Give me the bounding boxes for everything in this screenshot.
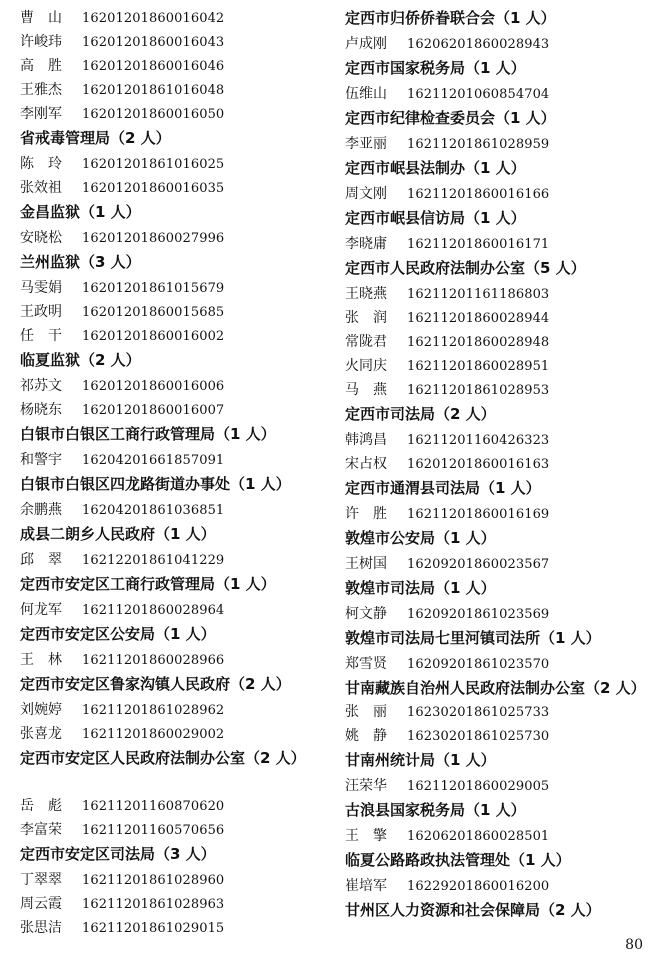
person-row (20, 818, 332, 842)
person-name: 陈 玲 (20, 156, 62, 172)
person-name: 祁苏文 (20, 378, 62, 394)
person-id: 16211201860028944 (407, 311, 550, 326)
person-id: 16201201860016043 (82, 35, 225, 50)
person-row (20, 102, 332, 126)
person-name: 郑雪贤 (345, 656, 387, 672)
person-id: 16211201860016169 (407, 507, 550, 522)
person-name: 安晓松 (20, 230, 62, 246)
person-row (20, 548, 332, 572)
person-id: 16201201860016042 (82, 11, 225, 26)
person-id: 16211201860029005 (407, 779, 550, 794)
person-row (20, 176, 332, 200)
person-row (20, 374, 332, 398)
person-row (345, 652, 645, 676)
person-id: 16201201861015679 (82, 281, 225, 296)
person-name: 汪荣华 (345, 778, 387, 794)
person-name: 张 丽 (345, 704, 387, 720)
person-row (345, 874, 645, 898)
section-heading: 定西市岷县法制办（1 人） (345, 159, 526, 177)
person-id: 16229201860016200 (407, 879, 550, 894)
section-heading: 敦煌市司法局七里河镇司法所（1 人） (345, 629, 601, 647)
person-name: 杨晓东 (20, 402, 62, 418)
person-name: 王树国 (345, 556, 387, 572)
person-name: 岳 彪 (20, 798, 62, 814)
person-row (345, 32, 645, 56)
person-id: 16211201160570656 (82, 823, 225, 838)
person-id: 16211201860029002 (82, 727, 225, 742)
person-row (345, 232, 645, 256)
person-row (345, 724, 645, 748)
person-name: 王政明 (20, 304, 62, 320)
person-name: 许峻玮 (20, 34, 62, 50)
person-id: 16211201860016166 (407, 187, 550, 202)
person-row (20, 722, 332, 746)
person-id: 16211201861029015 (82, 921, 225, 936)
person-row (20, 300, 332, 324)
person-name: 周文刚 (345, 186, 387, 202)
person-row (345, 552, 645, 576)
person-name: 邱 翠 (20, 552, 62, 568)
person-id: 16201201860015685 (82, 305, 225, 320)
person-id: 16206201860028501 (407, 829, 550, 844)
person-name: 王雅杰 (20, 82, 62, 98)
person-id: 16211201860028966 (82, 653, 225, 668)
section-heading: 定西市通渭县司法局（1 人） (345, 479, 541, 497)
person-row (345, 452, 645, 476)
person-name: 卢成刚 (345, 36, 387, 52)
person-row (345, 182, 645, 206)
person-id: 16201201860016046 (82, 59, 225, 74)
person-name: 刘婉婷 (20, 702, 62, 718)
person-id: 16201201860027996 (82, 231, 225, 246)
person-name: 姚 静 (345, 728, 387, 744)
person-id: 16201201861016025 (82, 157, 225, 172)
section-heading: 定西市归侨侨眷联合会（1 人） (345, 9, 556, 27)
person-row (345, 428, 645, 452)
section-heading: 定西市安定区公安局（1 人） (20, 625, 216, 643)
person-row (345, 502, 645, 526)
person-id: 16201201860016006 (82, 379, 225, 394)
person-name: 火同庆 (345, 358, 387, 374)
section-heading: 敦煌市司法局（1 人） (345, 579, 496, 597)
person-row (20, 324, 332, 348)
person-name: 柯文静 (345, 606, 387, 622)
person-row (20, 698, 332, 722)
person-id: 16211201861028959 (407, 137, 550, 152)
person-name: 许 胜 (345, 506, 387, 522)
person-name: 常陇君 (345, 334, 387, 350)
section-heading: 定西市纪律检查委员会（1 人） (345, 109, 556, 127)
person-id: 16211201161186803 (407, 287, 550, 302)
person-id: 16211201861028962 (82, 703, 225, 718)
person-row (20, 226, 332, 250)
person-row (345, 700, 645, 724)
person-row (20, 498, 332, 522)
blank-line (20, 772, 332, 794)
section-heading: 临夏监狱（2 人） (20, 351, 141, 369)
person-row (20, 152, 332, 176)
section-heading: 定西市安定区工商行政管理局（1 人） (20, 575, 276, 593)
person-id: 16201201860016007 (82, 403, 225, 418)
person-name: 宋占权 (345, 456, 387, 472)
person-name: 余鹏燕 (20, 502, 62, 518)
section-heading: 定西市国家税务局（1 人） (345, 59, 526, 77)
person-id: 16201201860016050 (82, 107, 225, 122)
section-heading: 白银市白银区四龙路街道办事处（1 人） (20, 475, 291, 493)
person-id: 16204201861036851 (82, 503, 225, 518)
person-id: 16230201861025733 (407, 705, 550, 720)
person-row (20, 78, 332, 102)
person-name: 李富荣 (20, 822, 62, 838)
person-name: 李晓庸 (345, 236, 387, 252)
section-heading: 甘南藏族自治州人民政府法制办公室（2 人） (345, 679, 646, 697)
person-row (345, 306, 645, 330)
section-heading: 金昌监狱（1 人） (20, 203, 141, 221)
person-name: 李亚丽 (345, 136, 387, 152)
person-name: 王晓燕 (345, 286, 387, 302)
person-row (20, 6, 332, 30)
person-name: 周云霞 (20, 896, 62, 912)
section-heading: 临夏公路路政执法管理处（1 人） (345, 851, 571, 869)
section-heading: 甘州区人力资源和社会保障局（2 人） (345, 901, 601, 919)
section-heading: 定西市岷县信访局（1 人） (345, 209, 526, 227)
section-heading: 省戒毒管理局（2 人） (20, 129, 171, 147)
person-id: 16204201661857091 (82, 453, 225, 468)
person-id: 16211201860028964 (82, 603, 225, 618)
person-row (20, 916, 332, 940)
person-id: 16230201861025730 (407, 729, 550, 744)
person-name: 韩鸿昌 (345, 432, 387, 448)
person-row (345, 824, 645, 848)
person-row (345, 330, 645, 354)
section-heading: 白银市白银区工商行政管理局（1 人） (20, 425, 276, 443)
person-row (20, 448, 332, 472)
person-id: 16201201860016163 (407, 457, 550, 472)
person-name: 曹 山 (20, 10, 62, 26)
person-row (345, 132, 645, 156)
person-id: 16211201160426323 (407, 433, 550, 448)
person-row (20, 398, 332, 422)
section-heading: 定西市人民政府法制办公室（5 人） (345, 259, 586, 277)
section-heading: 古浪县国家税务局（1 人） (345, 801, 526, 819)
person-name: 马 燕 (345, 382, 387, 398)
person-id: 16206201860028943 (407, 37, 550, 52)
person-id: 16201201860016035 (82, 181, 225, 196)
person-id: 16211201861028960 (82, 873, 225, 888)
person-name: 王 林 (20, 652, 62, 668)
person-row (345, 354, 645, 378)
person-name: 张效祖 (20, 180, 62, 196)
section-heading: 敦煌市公安局（1 人） (345, 529, 496, 547)
person-id: 16209201861023569 (407, 607, 550, 622)
section-heading: 定西市安定区司法局（3 人） (20, 845, 216, 863)
person-id: 16211201860028948 (407, 335, 550, 350)
person-id: 16201201861016048 (82, 83, 225, 98)
person-id: 16211201861028953 (407, 383, 550, 398)
person-row (20, 892, 332, 916)
person-id: 16211201861028963 (82, 897, 225, 912)
person-id: 16211201860028951 (407, 359, 550, 374)
person-name: 高 胜 (20, 58, 62, 74)
person-id: 16209201861023570 (407, 657, 550, 672)
person-row (345, 774, 645, 798)
person-row (345, 602, 645, 626)
person-row (20, 30, 332, 54)
person-id: 16209201860023567 (407, 557, 550, 572)
section-heading: 甘南州统计局（1 人） (345, 751, 496, 769)
person-row (345, 378, 645, 402)
person-row (20, 276, 332, 300)
section-heading: 定西市司法局（2 人） (345, 405, 496, 423)
person-row (20, 648, 332, 672)
right-column (345, 6, 645, 924)
person-name: 崔培军 (345, 878, 387, 894)
section-heading: 兰州监狱（3 人） (20, 253, 141, 271)
person-id: 16212201861041229 (82, 553, 225, 568)
person-name: 丁翠翠 (20, 872, 62, 888)
person-name: 王 擎 (345, 828, 387, 844)
person-name: 伍维山 (345, 86, 387, 102)
person-row (20, 868, 332, 892)
section-heading: 定西市安定区人民政府法制办公室（2 人） (20, 749, 306, 767)
person-row (20, 598, 332, 622)
person-name: 任 干 (20, 328, 62, 344)
person-name: 张思洁 (20, 920, 62, 936)
person-id: 16211201860016171 (407, 237, 550, 252)
section-heading: 成县二朗乡人民政府（1 人） (20, 525, 216, 543)
person-row (20, 54, 332, 78)
person-row (20, 794, 332, 818)
person-name: 李刚军 (20, 106, 62, 122)
person-id: 16211201060854704 (407, 87, 550, 102)
person-name: 何龙军 (20, 602, 62, 618)
person-name: 张 润 (345, 310, 387, 326)
page-number: 80 (625, 937, 643, 953)
person-name: 马雯娟 (20, 280, 62, 296)
left-column (20, 6, 332, 940)
person-name: 张喜龙 (20, 726, 62, 742)
person-id: 16201201860016002 (82, 329, 225, 344)
person-id: 16211201160870620 (82, 799, 225, 814)
person-row (345, 82, 645, 106)
person-row (345, 282, 645, 306)
section-heading: 定西市安定区鲁家沟镇人民政府（2 人） (20, 675, 291, 693)
person-name: 和警宇 (20, 452, 62, 468)
